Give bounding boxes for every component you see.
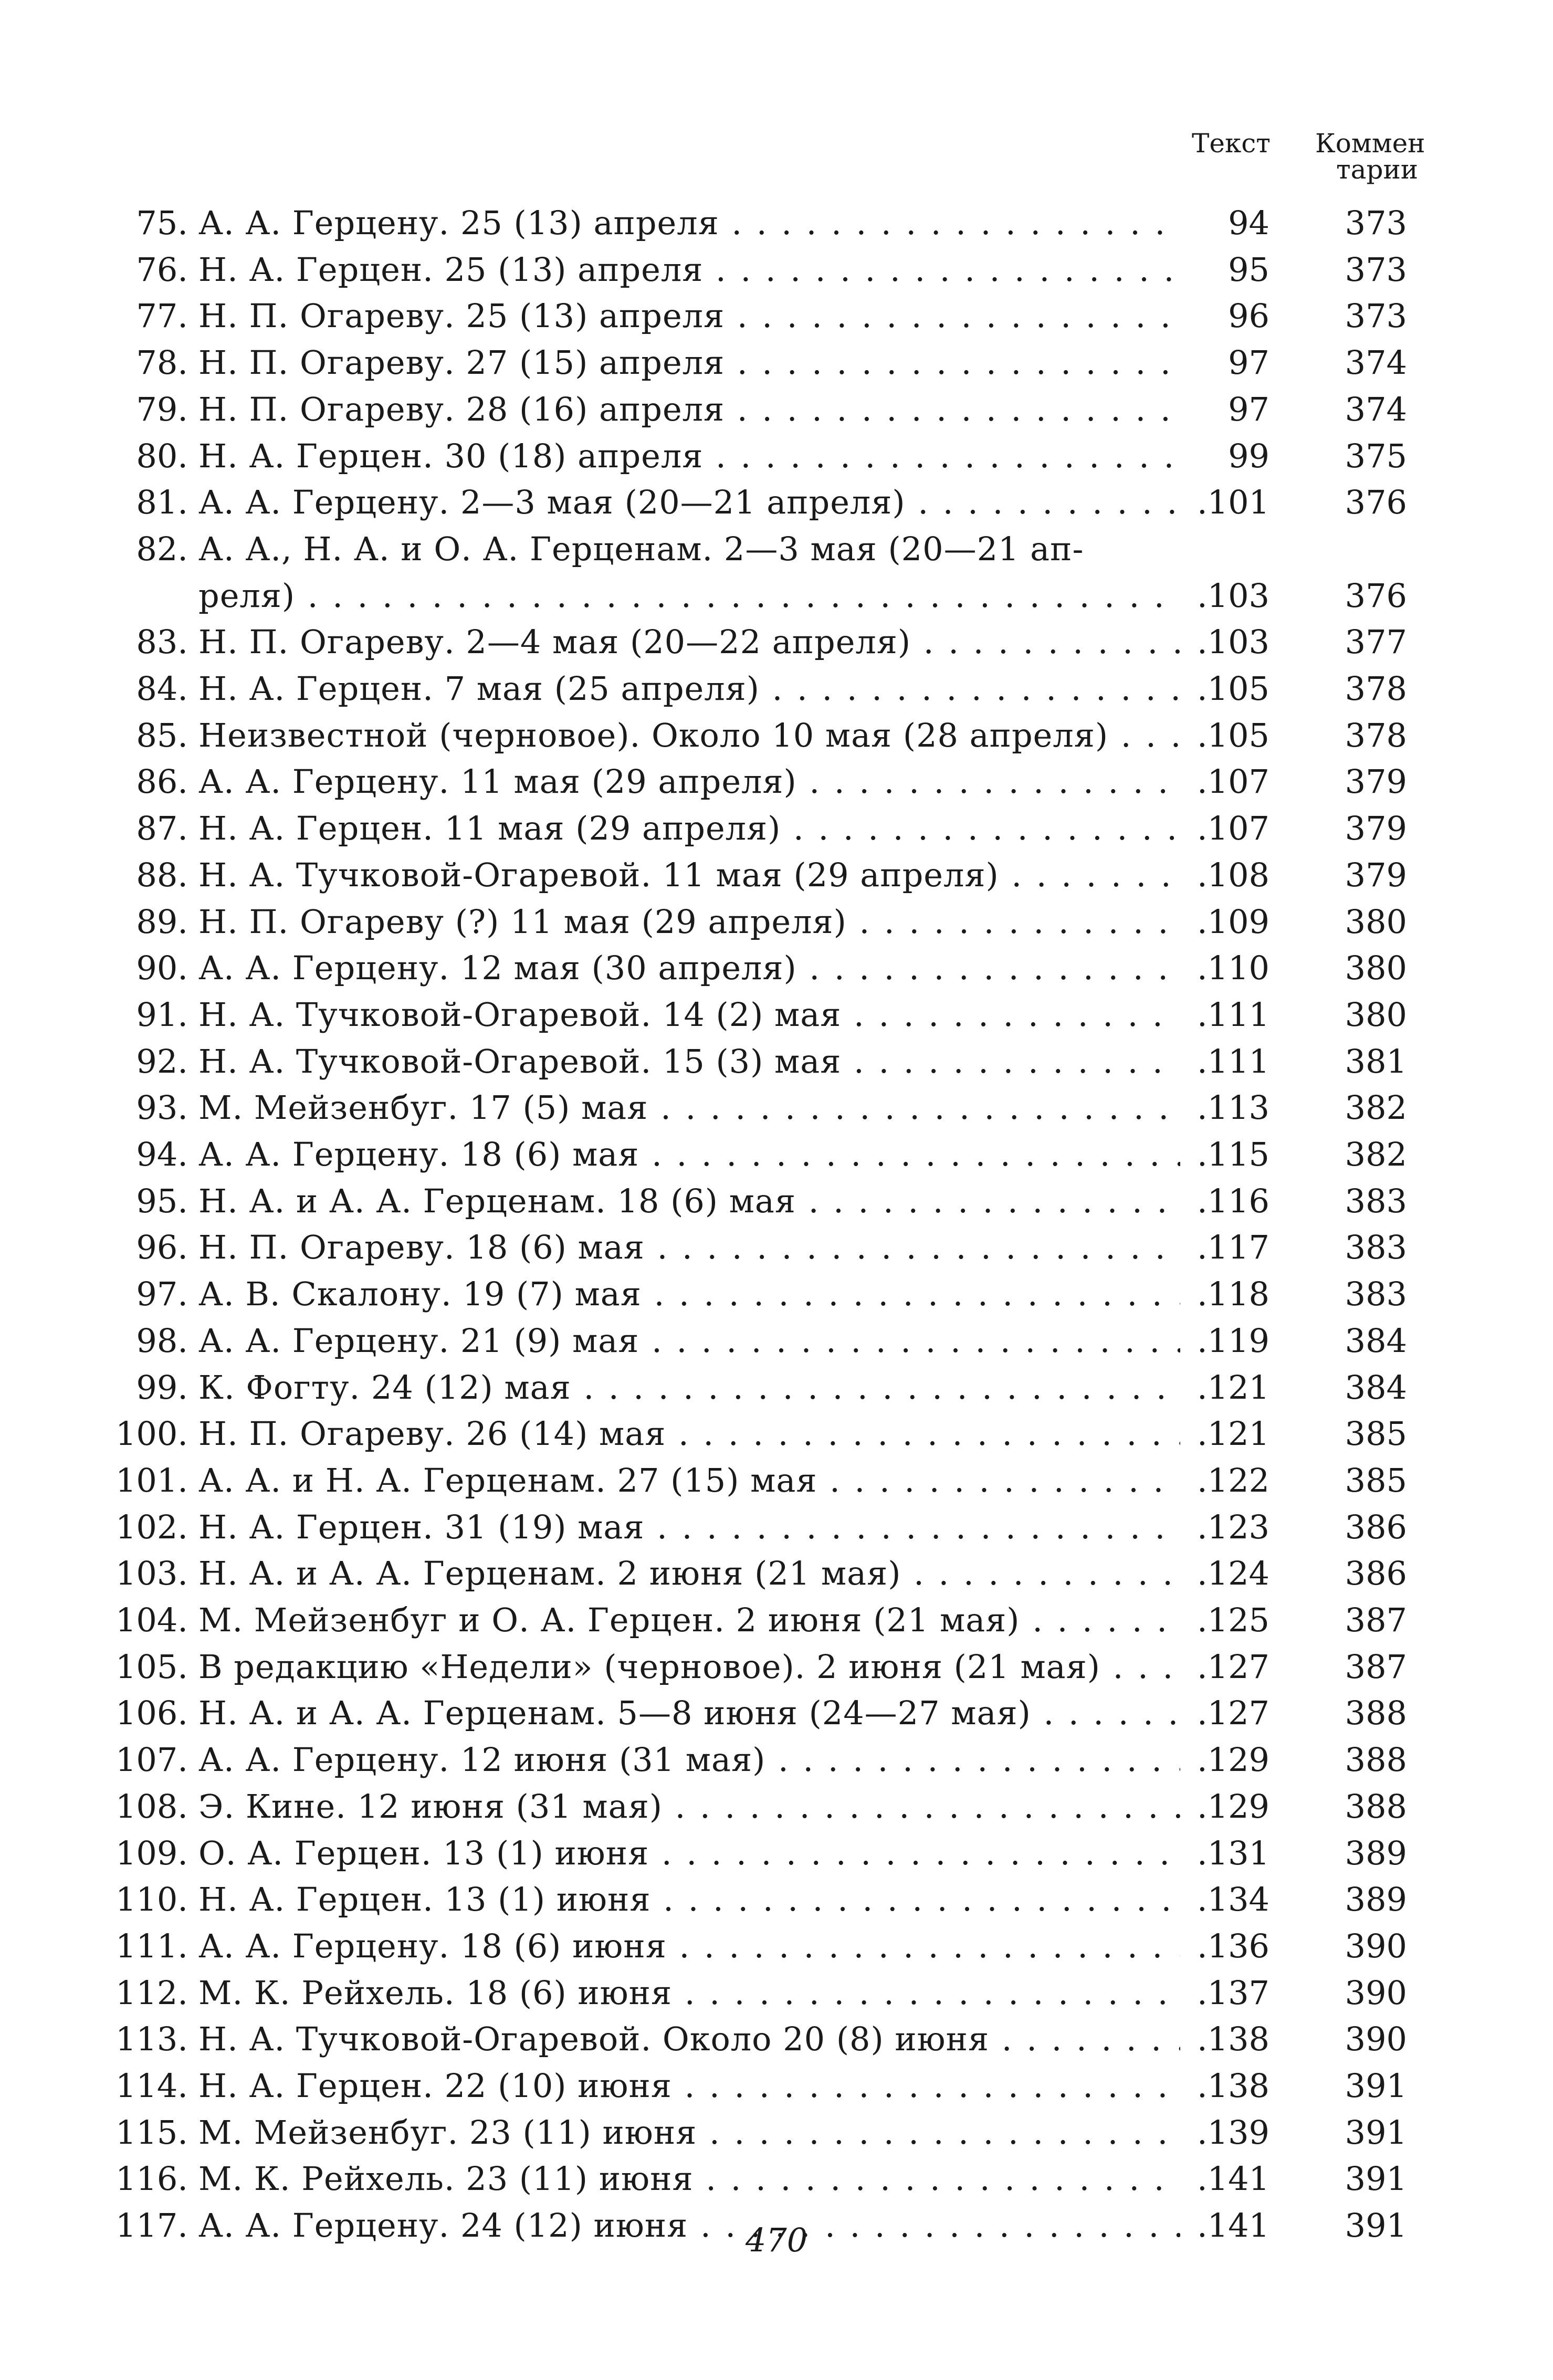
- entry-comment-page: 391: [1345, 2159, 1407, 2198]
- contents-entry: [0, 852, 1553, 898]
- contents-entry: [0, 1224, 1553, 1271]
- entry-text-page: .113: [1194, 1084, 1269, 1131]
- entry-comment-page: 383: [1345, 1275, 1407, 1314]
- entry-text-page: .138: [1194, 2016, 1269, 2062]
- contents-entry: [0, 1364, 1553, 1411]
- contents-entry: [0, 1131, 1553, 1178]
- contents-entry: [0, 665, 1553, 712]
- entry-number: 108.: [115, 1787, 188, 1826]
- contents-entry: [0, 1690, 1553, 1736]
- entry-text-page: 97: [1225, 386, 1269, 433]
- contents-entry: [0, 898, 1553, 945]
- entry-title: Неизвестной (черновое). Около 10 мая (28 апреля) . . .: [198, 712, 1180, 759]
- entry-number: 101.: [115, 1461, 188, 1500]
- entry-title: Н. А. Герцен. 22 (10) июня . . .: [198, 2062, 1180, 2109]
- entry-comment-page: 376: [1345, 576, 1407, 615]
- entry-number: 77.: [136, 297, 188, 335]
- entry-text-page: 94: [1225, 200, 1269, 246]
- contents-entry: [0, 2109, 1553, 2156]
- entry-comment-page: 383: [1345, 1228, 1407, 1267]
- entry-number: 94.: [136, 1135, 188, 1173]
- entry-text-page: .111: [1194, 991, 1269, 1038]
- entry-number: 82.: [136, 529, 188, 568]
- entry-text-page: .101: [1194, 479, 1269, 526]
- entry-number: 81.: [136, 483, 188, 522]
- contents-entry: [0, 246, 1553, 293]
- entry-comment-page: 391: [1345, 2206, 1407, 2245]
- comment-header-line1: Коммен: [1315, 128, 1425, 159]
- contents-entry: [0, 1084, 1553, 1131]
- contents-entry: [0, 1410, 1553, 1457]
- entry-title: Н. П. Огареву. 28 (16) апреля . . .: [198, 386, 1180, 433]
- contents-entry: [0, 526, 1553, 572]
- entry-text-page: .117: [1194, 1224, 1269, 1271]
- entry-comment-page: 379: [1345, 809, 1407, 848]
- contents-entry: [0, 386, 1553, 433]
- entry-title: Н. А. Герцен. 7 мая (25 апреля) . . .: [198, 665, 1180, 712]
- entry-comment-page: 390: [1345, 1973, 1407, 2012]
- contents-entry: [0, 1643, 1553, 1690]
- contents-entry: [0, 1736, 1553, 1783]
- entry-title: Э. Кине. 12 июня (31 мая) . . .: [198, 1783, 1180, 1830]
- entry-number: 88.: [136, 855, 188, 894]
- entry-title: Н. А. и А. А. Герценам. 2 июня (21 мая) . . .: [198, 1550, 1180, 1597]
- entry-comment-page: 390: [1345, 2020, 1407, 2059]
- entry-comment-page: 391: [1345, 2067, 1407, 2105]
- entry-number: 75.: [136, 204, 188, 242]
- entry-text-page: .103: [1194, 572, 1269, 619]
- entry-number: 93.: [136, 1088, 188, 1127]
- entry-title: Н. П. Огареву (?) 11 мая (29 апреля) . . .: [198, 898, 1180, 945]
- entry-title: А. А. Герцену. 21 (9) мая . . .: [198, 1317, 1180, 1364]
- entry-title: Н. А. Герцен. 11 мая (29 апреля) . . .: [198, 805, 1180, 852]
- entry-text-page: .127: [1194, 1643, 1269, 1690]
- entry-number: 76.: [136, 250, 188, 289]
- entry-title: Н. А. Тучковой-Огаревой. 11 мая (29 апреля) . . .: [198, 852, 1180, 898]
- entry-text-page: .127: [1194, 1690, 1269, 1736]
- entry-comment-page: 389: [1345, 1833, 1407, 1872]
- entry-text-page: 97: [1225, 339, 1269, 386]
- entry-title: А. А. Герцену. 18 (6) июня . . .: [198, 1923, 1180, 1969]
- entry-number: 107.: [115, 1741, 188, 1779]
- contents-entry: [0, 1923, 1553, 1969]
- entry-number: 79.: [136, 390, 188, 428]
- entry-comment-page: 378: [1345, 669, 1407, 708]
- contents-entry: [0, 1178, 1553, 1224]
- entry-text-page: .109: [1194, 898, 1269, 945]
- entry-title: А. А. и Н. А. Герценам. 27 (15) мая . . .: [198, 1457, 1180, 1504]
- contents-entry: [0, 1830, 1553, 1876]
- entry-number: 89.: [136, 902, 188, 941]
- entry-title: А. А. Герцену. 12 июня (31 мая) . . .: [198, 1736, 1180, 1783]
- entry-text-page: 95: [1225, 246, 1269, 293]
- entry-text-page: .121: [1194, 1410, 1269, 1457]
- entry-comment-page: 387: [1345, 1647, 1407, 1686]
- entry-title: М. Мейзенбуг. 23 (11) июня . . .: [198, 2109, 1180, 2156]
- entry-number: 87.: [136, 809, 188, 848]
- entry-title: Н. А. Герцен. 31 (19) мая . . .: [198, 1504, 1180, 1550]
- entry-text-page: .139: [1194, 2109, 1269, 2156]
- contents-entry: [0, 945, 1553, 991]
- contents-entry: [0, 1504, 1553, 1550]
- entry-title: М. Мейзенбуг и О. А. Герцен. 2 июня (21 мая) . . .: [198, 1597, 1180, 1643]
- entry-title: Н. А. Тучковой-Огаревой. 15 (3) мая . . .: [198, 1038, 1180, 1085]
- entry-title: М. К. Рейхель. 18 (6) июня . . .: [198, 1969, 1180, 2016]
- entry-title: Н. А. и А. А. Герценам. 18 (6) мая . . .: [198, 1178, 1180, 1224]
- text-column-header: Текст: [1192, 128, 1271, 159]
- entry-text-page: .116: [1194, 1178, 1269, 1224]
- entry-title: Н. А. Герцен. 13 (1) июня . . .: [198, 1876, 1180, 1923]
- entry-comment-page: 377: [1345, 623, 1407, 662]
- contents-entry: [0, 758, 1553, 805]
- entry-title: Н. П. Огареву. 2—4 мая (20—22 апреля) . . .: [198, 618, 1180, 665]
- entry-comment-page: 387: [1345, 1601, 1407, 1639]
- entry-number: 83.: [136, 623, 188, 662]
- entry-title: Н. А. Герцен. 30 (18) апреля . . .: [198, 433, 1180, 479]
- entry-comment-page: 374: [1345, 390, 1407, 428]
- entry-comment-page: 385: [1345, 1461, 1407, 1500]
- entry-comment-page: 382: [1345, 1088, 1407, 1127]
- entry-text-page: .136: [1194, 1923, 1269, 1969]
- entry-comment-page: 382: [1345, 1135, 1407, 1173]
- comment-header-line2: тарии: [1336, 154, 1419, 185]
- contents-entry: [0, 618, 1553, 665]
- page-number: 470: [745, 2221, 808, 2259]
- entry-text-page: .122: [1194, 1457, 1269, 1504]
- entry-number: 115.: [115, 2113, 188, 2152]
- contents-entry: [0, 1457, 1553, 1504]
- entry-number: 96.: [136, 1228, 188, 1267]
- entry-comment-page: 373: [1345, 297, 1407, 335]
- entry-number: 85.: [136, 716, 188, 754]
- contents-entry: [0, 479, 1553, 526]
- entry-comment-page: 386: [1345, 1554, 1407, 1593]
- contents-entry: [0, 991, 1553, 1038]
- entry-number: 92.: [136, 1042, 188, 1081]
- entry-text-page: .105: [1194, 712, 1269, 759]
- entry-number: 78.: [136, 343, 188, 382]
- entry-text-page: .137: [1194, 1969, 1269, 2016]
- entry-text-page: .115: [1194, 1131, 1269, 1178]
- contents-entry: [0, 805, 1553, 852]
- contents-entry: [0, 200, 1553, 246]
- entry-title: А. А. Герцену. 2—3 мая (20—21 апреля) . . .: [198, 479, 1180, 526]
- entry-comment-page: 381: [1345, 1042, 1407, 1081]
- entry-number: 100.: [115, 1414, 188, 1453]
- entry-number: 84.: [136, 669, 188, 708]
- entry-text-page: .111: [1194, 1038, 1269, 1085]
- entry-text-page: 99: [1225, 433, 1269, 479]
- entry-text-page: .141: [1194, 2155, 1269, 2202]
- entry-number: 110.: [115, 1880, 188, 1919]
- entry-number: 105.: [115, 1647, 188, 1686]
- entry-number: 114.: [115, 2067, 188, 2105]
- contents-entry: [0, 433, 1553, 479]
- entry-number: 109.: [115, 1833, 188, 1872]
- entry-comment-page: 375: [1345, 436, 1407, 475]
- entry-number: 102.: [115, 1507, 188, 1546]
- entry-number: 97.: [136, 1275, 188, 1314]
- contents-entry: [0, 2155, 1553, 2202]
- entry-text-page: .129: [1194, 1736, 1269, 1783]
- entry-number: 106.: [115, 1694, 188, 1733]
- entry-comment-page: 380: [1345, 995, 1407, 1034]
- entry-title: А. А. Герцену. 11 мая (29 апреля) . . .: [198, 758, 1180, 805]
- entry-title: М. Мейзенбуг. 17 (5) мая . . .: [198, 1084, 1180, 1131]
- entry-comment-page: 378: [1345, 716, 1407, 754]
- entry-comment-page: 380: [1345, 902, 1407, 941]
- entry-text-page: .129: [1194, 1783, 1269, 1830]
- entry-text-page: .107: [1194, 805, 1269, 852]
- entry-number: 95.: [136, 1181, 188, 1220]
- contents-entry: [0, 712, 1553, 759]
- contents-entry: [0, 339, 1553, 386]
- contents-entry: [0, 1969, 1553, 2016]
- entry-comment-page: 388: [1345, 1694, 1407, 1733]
- entry-comment-page: 384: [1345, 1368, 1407, 1407]
- entry-number: 116.: [115, 2159, 188, 2198]
- entry-comment-page: 379: [1345, 762, 1407, 801]
- contents-entry: [0, 1550, 1553, 1597]
- comment-column-header: [1315, 130, 1425, 183]
- contents-entry: [0, 1317, 1553, 1364]
- entry-comment-page: 386: [1345, 1507, 1407, 1546]
- entry-text-page: .119: [1194, 1317, 1269, 1364]
- entry-title: реля) . . .: [198, 572, 1180, 619]
- entry-comment-page: 389: [1345, 1880, 1407, 1919]
- entry-number: 111.: [115, 1926, 188, 1965]
- entry-title: К. Фогту. 24 (12) мая . . .: [198, 1364, 1180, 1411]
- entry-text-page: .105: [1194, 665, 1269, 712]
- entry-number: 112.: [115, 1973, 188, 2012]
- entry-number: 91.: [136, 995, 188, 1034]
- entry-comment-page: 383: [1345, 1181, 1407, 1220]
- entry-comment-page: 384: [1345, 1321, 1407, 1360]
- entry-comment-page: 388: [1345, 1741, 1407, 1779]
- entry-text-page: .123: [1194, 1504, 1269, 1550]
- entry-title: А. А., Н. А. и О. А. Герценам. 2—3 мая (20—21 ап-: [198, 529, 1084, 568]
- entry-number: 113.: [115, 2020, 188, 2059]
- entry-title: А. А. Герцену. 12 мая (30 апреля) . . .: [198, 945, 1180, 991]
- entry-text-page: .103: [1194, 618, 1269, 665]
- entry-comment-page: 385: [1345, 1414, 1407, 1453]
- entry-title: В редакцию «Недели» (черновое). 2 июня (21 мая) . . .: [198, 1643, 1180, 1690]
- entry-comment-page: 391: [1345, 2113, 1407, 2152]
- entry-number: 99.: [136, 1368, 188, 1407]
- entry-text-page: .118: [1194, 1271, 1269, 1317]
- entry-comment-page: 390: [1345, 1926, 1407, 1965]
- entry-comment-page: 373: [1345, 204, 1407, 242]
- contents-entry: [0, 1783, 1553, 1830]
- entry-number: 90.: [136, 949, 188, 988]
- entry-title: А. А. Герцену. 25 (13) апреля . . .: [198, 200, 1180, 246]
- entry-text-page: .141: [1194, 2202, 1269, 2249]
- contents-entry: [0, 1876, 1553, 1923]
- contents-entry: [0, 1271, 1553, 1317]
- entry-title: Н. А. и А. А. Герценам. 5—8 июня (24—27 мая) . . .: [198, 1690, 1180, 1736]
- entry-title: Н. П. Огареву. 27 (15) апреля . . .: [198, 339, 1180, 386]
- entry-title: О. А. Герцен. 13 (1) июня . . .: [198, 1830, 1180, 1876]
- entry-comment-page: 388: [1345, 1787, 1407, 1826]
- entry-text-page: .131: [1194, 1830, 1269, 1876]
- entry-text-page: .121: [1194, 1364, 1269, 1411]
- entry-number: 104.: [115, 1601, 188, 1639]
- entry-comment-page: 374: [1345, 343, 1407, 382]
- entry-number: 117.: [115, 2206, 188, 2245]
- contents-entry: [0, 2062, 1553, 2109]
- entry-number: 103.: [115, 1554, 188, 1593]
- entry-text-page: .125: [1194, 1597, 1269, 1643]
- entry-text-page: .108: [1194, 852, 1269, 898]
- contents-entry: [0, 1038, 1553, 1085]
- entry-text-page: .138: [1194, 2062, 1269, 2109]
- entry-text-page: .110: [1194, 945, 1269, 991]
- entry-title: Н. А. Тучковой-Огаревой. Около 20 (8) июня . . .: [198, 2016, 1180, 2062]
- entry-title: А. В. Скалону. 19 (7) мая . . .: [198, 1271, 1180, 1317]
- entry-comment-page: 373: [1345, 250, 1407, 289]
- entry-title: А. А. Герцену. 18 (6) мая . . .: [198, 1131, 1180, 1178]
- contents-entry: [0, 572, 1553, 619]
- entry-title: Н. А. Герцен. 25 (13) апреля . . .: [198, 246, 1180, 293]
- entry-title: Н. А. Тучковой-Огаревой. 14 (2) мая . . .: [198, 991, 1180, 1038]
- entry-title: Н. П. Огареву. 25 (13) апреля . . .: [198, 292, 1180, 339]
- entry-text-page: .107: [1194, 758, 1269, 805]
- entry-number: 86.: [136, 762, 188, 801]
- entry-title: Н. П. Огареву. 18 (6) мая . . .: [198, 1224, 1180, 1271]
- entry-text-page: .134: [1194, 1876, 1269, 1923]
- entry-text-page: .124: [1194, 1550, 1269, 1597]
- entry-title: А. А. Герцену. 24 (12) июня . . .: [198, 2202, 1180, 2249]
- entry-number: 98.: [136, 1321, 188, 1360]
- entry-title: Н. П. Огареву. 26 (14) мая . . .: [198, 1410, 1180, 1457]
- entry-comment-page: 380: [1345, 949, 1407, 988]
- contents-entry: [0, 1597, 1553, 1643]
- entry-comment-page: 376: [1345, 483, 1407, 522]
- entry-comment-page: 379: [1345, 855, 1407, 894]
- contents-entry: [0, 292, 1553, 339]
- entry-text-page: 96: [1225, 292, 1269, 339]
- entry-title: М. К. Рейхель. 23 (11) июня . . .: [198, 2155, 1180, 2202]
- contents-entry: [0, 2016, 1553, 2062]
- entry-number: 80.: [136, 436, 188, 475]
